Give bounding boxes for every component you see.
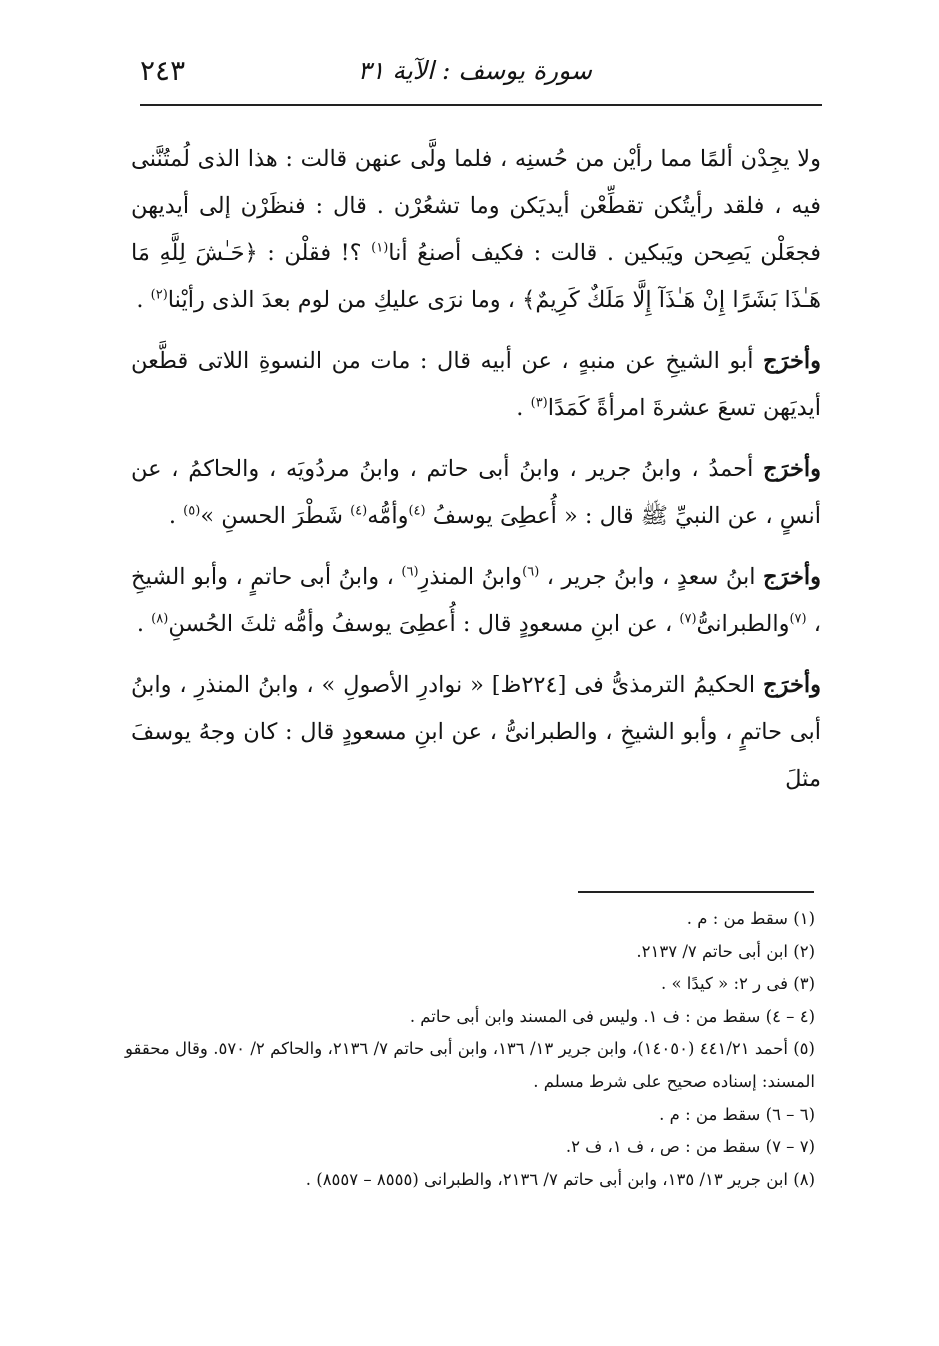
footnote-marker: (٢): [150, 287, 168, 303]
footnote-marker: (٥): [183, 503, 201, 519]
main-text: [131, 136, 821, 817]
footnote-marker: (٨): [151, 611, 169, 627]
footnote-marker: (٤): [350, 503, 368, 519]
page-header: [140, 52, 822, 98]
running-title: سورة يوسف : الآية ٣١: [357, 56, 592, 85]
page-number: ٢٤٣: [140, 54, 186, 87]
text-run: وأمُّه: [367, 503, 409, 529]
text-run: .: [136, 287, 151, 313]
text-run: ابنُ سعدٍ ، وابنُ جرير ،: [539, 564, 764, 590]
text-run: ، عن ابنِ مسعودٍ قال : أُعطِىَ يوسفُ وأمُّه ثلثَ الحُسنِ: [168, 611, 680, 637]
footnote-marker: (٣): [530, 395, 548, 411]
paragraph: [131, 136, 821, 324]
footnote-marker: (٦): [401, 564, 419, 580]
footnotes: [125, 903, 815, 1196]
paragraph: [131, 446, 821, 540]
footnote-marker: (١): [371, 240, 389, 256]
text-run: والطبرانىُّ: [696, 611, 790, 637]
paragraph-lead: وأخرَج: [763, 672, 821, 698]
footnote: (٨) ابن جرير ١٣/ ١٣٥، وابن أبى حاتم ٧/ ٢١٣٦، والطبرانى (٨٥٥٥ – ٨٥٥٧) .: [305, 1169, 815, 1189]
footnote: (٥) أحمد ٤٤١/٢١ (١٤٠٥٠)، وابن جرير ١٣/ ١٣٦، وابن أبى حاتم ٧/ ٢١٣٦، والحاكم ٢/ ٥٧٠. وقال محققو المسند: إسناده صحيح على شرط مسلم .: [125, 1039, 815, 1091]
text-run: شَطْرَ الحسنِ »: [200, 503, 351, 529]
paragraph: [131, 662, 821, 803]
text-run: ، وابنُ أبى حاتمٍ ، وأبو الشيخِ ،: [131, 564, 821, 637]
paragraph: [131, 554, 821, 648]
footnote: (٤ – ٤) سقط من : ف ١. وليس فى المسند وابن أبى حاتم .: [409, 1006, 815, 1026]
footnote: (٦ – ٦) سقط من : م .: [659, 1104, 815, 1124]
footnote: (٧ – ٧) سقط من : ص ، ف ١، ف ٢.: [565, 1137, 815, 1157]
text-run: ولا يجِدْن ألمًا مما رأيْن من حُسنِه ، فلما ولَّى عنهن قالت : هذا الذى لُمتُنَّنى فيه ، فلقد رأيتُكن تقطِّعْن أيديَكن وما تشعُرْن . قال : فنظَرْن إلى أيديهن فجعَلْن يَصِحن ويَبكين . قالت : فكيف أصنعُ أنا: [131, 146, 821, 266]
footnote: (١) سقط من : م .: [686, 909, 815, 928]
text-run: وابنُ المنذرِ: [418, 564, 523, 590]
text-run: أحمدُ ، وابنُ جرير ، وابنُ أبى حاتم ، وابنُ مردُويَه ، والحاكمُ ، عن أنسٍ ، عن النبيِّ ﷺ قال : « أُعطِىَ يوسفُ: [131, 456, 821, 529]
text-run: .: [136, 611, 152, 637]
paragraph: [131, 338, 821, 432]
header-divider: [140, 104, 822, 106]
text-run: الحكيمُ الترمذىُّ فى [٢٢٤ظ] « نوادرِ الأصولِ » ، وابنُ المنذرِ ، وابنُ أبى حاتمٍ ، وأبو الشيخِ ، والطبرانىُّ ، عن ابنِ مسعودٍ قال : كان وجهُ يوسفَ مثلَ: [131, 672, 821, 792]
paragraph-lead: وأخرَج: [763, 456, 821, 482]
footnote-divider: [578, 891, 814, 893]
footnote-marker: (٤): [408, 503, 426, 519]
paragraph-lead: وأخرَج: [763, 348, 821, 374]
text-run: .: [168, 503, 184, 529]
footnote-marker: (٦): [522, 564, 540, 580]
text-run: أبو الشيخِ عن منبهٍ ، عن أبيه قال : مات من النسوةِ اللاتى قطَّعن أيديَهن تسعَ عشرةَ امرأةً كَمَدًا: [131, 348, 821, 421]
paragraph-lead: وأخرَج: [763, 564, 821, 590]
footnote-marker: (٧): [679, 611, 697, 627]
text-run: ؟! فقلْن : ﴿حَـٰشَ لِلَّهِ مَا هَـٰذَا بَشَرًا إِنْ هَـٰذَآ إِلَّا مَلَكٌ كَرِيمٌ﴾ ، وما نرَى عليكِ من لوم بعدَ الذى رأيْنا: [131, 240, 821, 313]
footnote: (٣) فى ر ٢: « كيدًا » .: [660, 974, 815, 994]
footnote-marker: (٧): [789, 611, 807, 627]
text-run: .: [516, 395, 531, 421]
footnote: (٢) ابن أبى حاتم ٧/ ٢١٣٧.: [636, 941, 815, 961]
